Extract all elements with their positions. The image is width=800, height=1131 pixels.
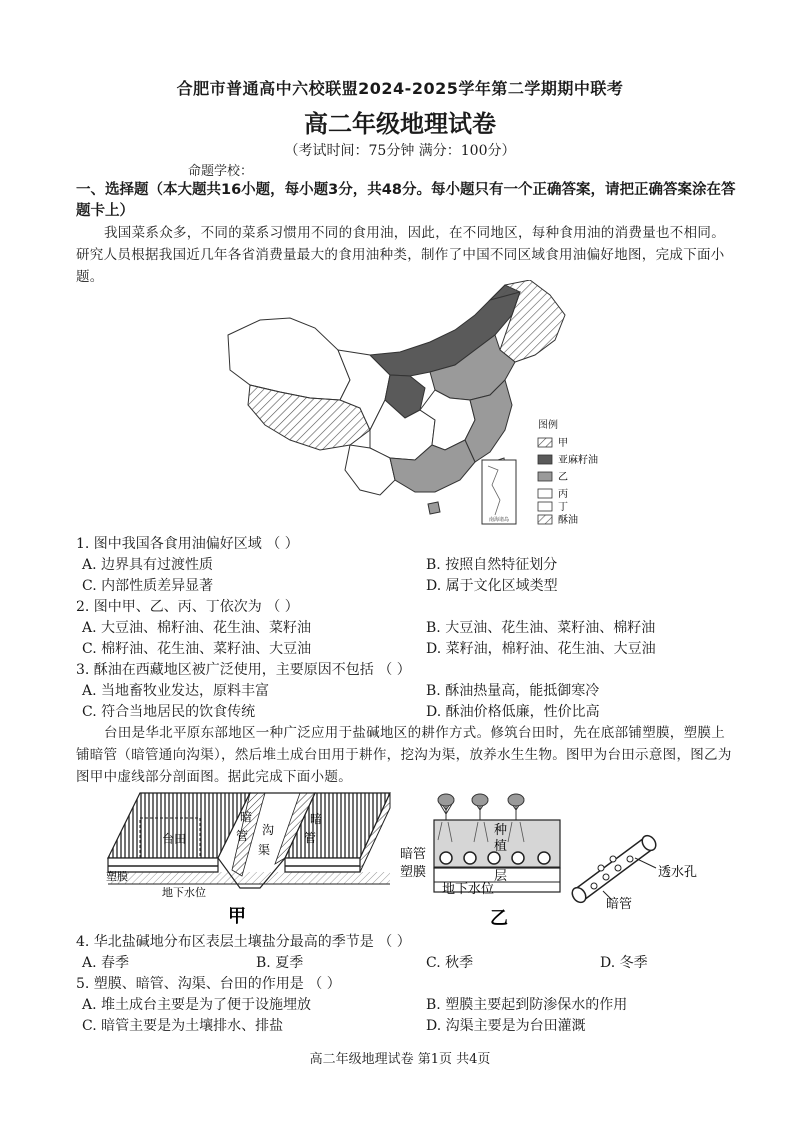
question-2-option-b: B. 大豆油、花生油、菜籽油、棉籽油 <box>426 620 656 636</box>
setter-school: 命题学校： <box>188 164 254 179</box>
south-china-sea-inset <box>482 460 516 524</box>
question-2-stem: 2. 图中甲、乙、丙、丁依次为 （ ） <box>76 599 299 615</box>
svg-text:酥油: 酥油 <box>558 515 578 526</box>
intro-paragraph-2: 台田是华北平原东部地区一种广泛应用于盐碱地区的耕作方式。修筑台田时，先在底部铺塑膜，塑膜上铺暗管（暗管通向沟渠），然后堆土成台田用于耕作，挖沟为渠，放养水生生物。图甲为台田示意图，图乙为图甲中虚线部分剖面图。据此完成下面小题。 <box>76 725 732 785</box>
label-anguan-2b: 管 <box>304 831 317 845</box>
label-gouqu-a: 沟 <box>262 823 275 837</box>
legend-item-linseed <box>538 453 598 466</box>
question-2-option-a: A. 大豆油、棉籽油、花生油、菜籽油 <box>82 620 312 636</box>
question-2-option-d: D. 菜籽油，棉籽油、花生油、大豆油 <box>426 641 656 657</box>
question-3-stem: 3. 酥油在西藏地区被广泛使用，主要原因不包括 （ ） <box>76 662 411 678</box>
label-sumo-yi: 塑膜 <box>400 865 427 880</box>
crop-plant-1 <box>438 794 454 820</box>
label-zhongzhi-c: 层 <box>494 869 508 884</box>
label-zhongzhi-a: 种 <box>494 823 508 838</box>
inset-label: 南海诸岛 <box>488 517 510 523</box>
question-5-option-c: C. 暗管主要是为土壤排水、排盐 <box>82 1018 284 1034</box>
label-taitian: 台田 <box>162 832 187 846</box>
crop-plant-2 <box>472 794 488 820</box>
question-1-option-c: C. 内部性质差异显著 <box>82 578 214 594</box>
label-sumo: 塑膜 <box>106 870 128 883</box>
figure-jia-taitian-diagram <box>100 788 400 928</box>
question-4-option-d: D. 冬季 <box>600 955 648 971</box>
label-anguan-yi: 暗管 <box>400 847 427 862</box>
question-4-stem: 4. 华北盐碱地分布区表层土壤盐分最高的季节是 （ ） <box>76 934 411 950</box>
svg-text:亚麻籽油: 亚麻籽油 <box>558 455 598 466</box>
question-3-option-a: A. 当地畜牧业发达，原料丰富 <box>82 683 270 699</box>
svg-text:甲: 甲 <box>558 438 568 449</box>
label-water-yi: 地下水位 <box>442 882 495 897</box>
question-1-option-d: D. 属于文化区域类型 <box>426 578 558 594</box>
question-3-option-b: B. 酥油热量高，能抵御寒冷 <box>426 683 600 699</box>
legend-item-suyou <box>538 513 578 526</box>
question-1-stem: 1. 图中我国各食用油偏好区域 （ ） <box>76 536 299 552</box>
intro-paragraph-1: 我国菜系众多，不同的菜系习惯用不同的食用油，因此，在不同地区，每种食用油的消费量也不相同。研究人员根据我国近几年各省消费量最大的食用油种类，制作了中国不同区域食用油偏好地图，完成下面小题。 <box>76 225 725 285</box>
label-anguan-1a: 暗 <box>240 810 253 824</box>
question-5-stem: 5. 塑膜、暗管、沟渠、台田的作用是 （ ） <box>76 976 341 992</box>
map-region-xinjiang <box>228 318 350 400</box>
section-heading: 一、选择题（本大题共16小题，每小题3分，共48分。每小题只有一个正确答案，请把正确答案涂在答题卡上） <box>76 182 736 219</box>
label-gouqu-b: 渠 <box>258 843 271 857</box>
legend-item-jia <box>538 437 568 449</box>
label-zhongzhi-b: 植 <box>494 839 508 854</box>
question-3-option-c: C. 符合当地居民的饮食传统 <box>82 704 256 720</box>
question-4-option-a: A. 春季 <box>82 955 130 971</box>
question-5-option-a: A. 堆土成台主要是为了便于设施埋放 <box>82 997 312 1013</box>
question-4-option-b: B. 夏季 <box>256 955 304 971</box>
label-pipe: 暗管 <box>606 897 633 912</box>
svg-text:丁: 丁 <box>558 502 568 513</box>
svg-text:丙: 丙 <box>558 489 568 500</box>
figure-jia-caption: 甲 <box>228 906 246 927</box>
crop-plant-3 <box>508 794 524 820</box>
label-toushuikong: 透水孔 <box>658 865 698 880</box>
china-oil-preference-map <box>220 280 620 530</box>
question-1-option-b: B. 按照自然特征划分 <box>426 557 558 573</box>
exam-info: （考试时间：75分钟 满分：100分） <box>284 143 516 159</box>
question-4-option-c: C. 秋季 <box>426 955 474 971</box>
subject-title: 高二年级地理试卷 <box>304 110 496 138</box>
question-1-option-a: A. 边界具有过渡性质 <box>82 557 214 573</box>
legend-item-bing <box>538 488 568 500</box>
label-water-level: 地下水位 <box>162 886 206 899</box>
exam-title: 合肥市普通高中六校联盟2024-2025学年第二学期期中联考 <box>176 79 624 98</box>
svg-text:乙: 乙 <box>558 472 568 483</box>
drainage-pipe-illustration <box>569 833 658 905</box>
label-anguan-1b: 管 <box>236 829 249 843</box>
figure-yi-caption: 乙 <box>490 908 508 929</box>
legend-item-yi <box>538 471 568 483</box>
question-5-option-b: B. 塑膜主要起到防渗保水的作用 <box>426 997 628 1013</box>
question-2-option-c: C. 棉籽油、花生油、菜籽油、大豆油 <box>82 641 312 657</box>
question-3-option-d: D. 酥油价格低廉，性价比高 <box>426 704 600 720</box>
legend-title: 图例 <box>538 420 558 431</box>
legend-item-ding <box>538 501 568 513</box>
map-region-hainan <box>428 502 440 514</box>
page-footer: 高二年级地理试卷 第1页 共4页 <box>309 1052 491 1067</box>
figure-yi-cross-section <box>398 790 698 930</box>
question-5-option-d: D. 沟渠主要是为台田灌溉 <box>426 1018 586 1034</box>
label-anguan-2a: 暗 <box>310 812 323 826</box>
